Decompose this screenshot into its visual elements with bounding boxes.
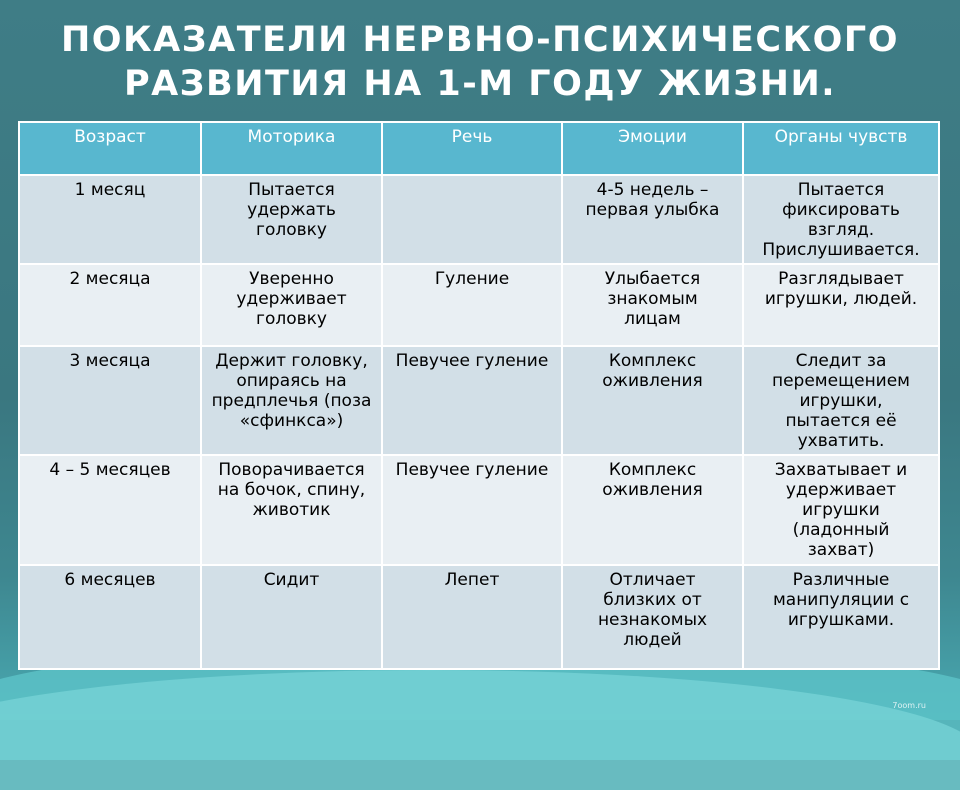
cell-motor: Уверенно удерживает головку (201, 264, 382, 346)
cell-motor: Держит головку, опираясь на предплечья (поза «сфинкса») (201, 346, 382, 455)
title-line-1: ПОКАЗАТЕЛИ НЕРВНО-ПСИХИЧЕСКОГО (61, 20, 899, 60)
cell-speech (382, 175, 562, 264)
cell-speech: Певучее гуление (382, 455, 562, 565)
cell-senses: Захватывает и удерживает игрушки (ладонный захват) (743, 455, 939, 565)
cell-motor: Поворачивается на бочок, спину, животик (201, 455, 382, 565)
cell-senses: Пытается фиксировать взгляд. Прислушивается. (743, 175, 939, 264)
cell-emotions: Отличает близких от незнакомых людей (562, 565, 743, 669)
cell-senses: Разглядывает игрушки, людей. (743, 264, 939, 346)
table-row (19, 264, 939, 346)
table-header-row (19, 122, 939, 175)
site-watermark: 7oom.ru (892, 701, 926, 710)
header-senses: Органы чувств (743, 122, 939, 175)
cell-speech: Гуление (382, 264, 562, 346)
cell-emotions: Улыбается знакомым лицам (562, 264, 743, 346)
cell-age: 1 месяц (19, 175, 201, 264)
title-line-2: РАЗВИТИЯ НА 1-М ГОДУ ЖИЗНИ. (123, 64, 837, 104)
table-row (19, 175, 939, 264)
cell-age: 2 месяца (19, 264, 201, 346)
cell-motor: Сидит (201, 565, 382, 669)
cell-motor: Пытается удержать головку (201, 175, 382, 264)
cell-speech: Лепет (382, 565, 562, 669)
development-table (18, 121, 940, 670)
page-title (0, 18, 960, 106)
table-row (19, 455, 939, 565)
cell-senses: Различные манипуляции с игрушками. (743, 565, 939, 669)
header-emotions: Эмоции (562, 122, 743, 175)
cell-speech: Певучее гуление (382, 346, 562, 455)
cell-emotions: 4-5 недель – первая улыбка (562, 175, 743, 264)
table-row (19, 565, 939, 669)
cell-age: 4 – 5 месяцев (19, 455, 201, 565)
table-row (19, 346, 939, 455)
cell-emotions: Комплекс оживления (562, 346, 743, 455)
cell-senses: Следит за перемещением игрушки, пытается её ухватить. (743, 346, 939, 455)
header-speech: Речь (382, 122, 562, 175)
cell-age: 6 месяцев (19, 565, 201, 669)
cell-emotions: Комплекс оживления (562, 455, 743, 565)
header-age: Возраст (19, 122, 201, 175)
cell-age: 3 месяца (19, 346, 201, 455)
header-motor: Моторика (201, 122, 382, 175)
